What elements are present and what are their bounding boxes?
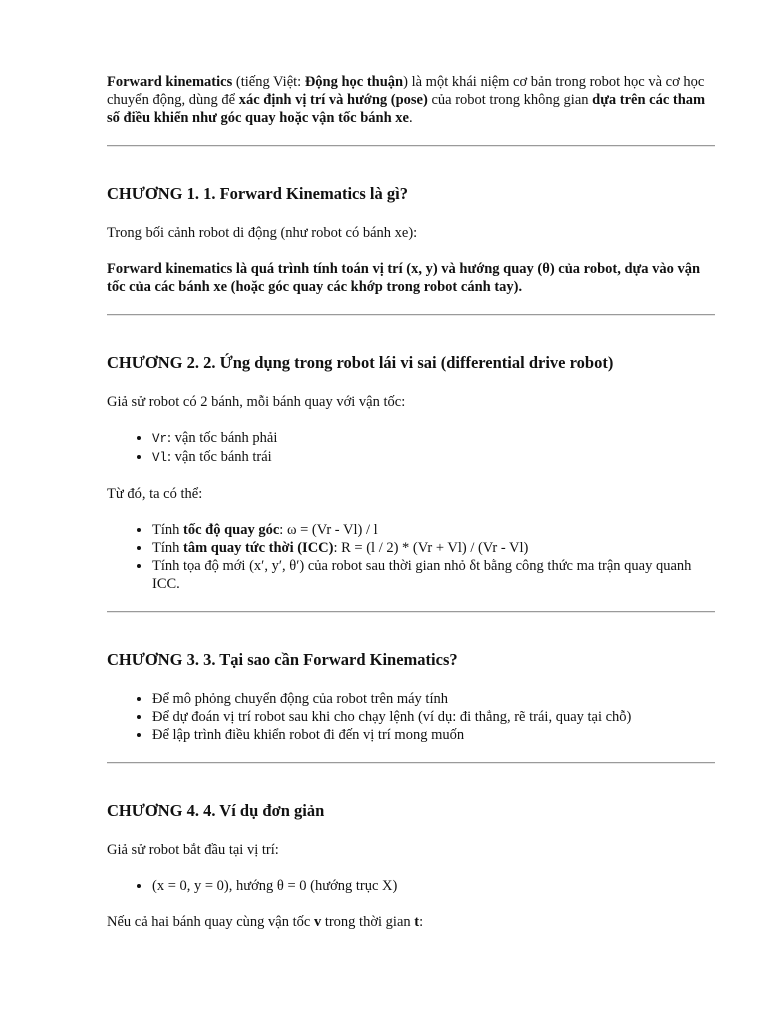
list-item-bold: tốc độ quay góc <box>183 522 280 538</box>
intro-text: ) là một khái niệm cơ bản trong robot học và cơ học chuyển động, dùng để <box>107 74 705 108</box>
section-2-heading: CHƯƠNG 2. 2. Ứng dụng trong robot lái vi sai (differential drive robot) <box>107 353 614 372</box>
reasons-list <box>107 690 715 744</box>
list-item <box>152 557 715 593</box>
section-3-heading: CHƯƠNG 3. 3. Tại sao cần Forward Kinematics? <box>107 650 458 669</box>
intro-paragraph <box>107 73 715 127</box>
intro-text: của robot trong không gian <box>427 92 593 108</box>
list-item-text: Tính tọa độ mới (x′, y′, θ′) của robot sau thời gian nhỏ δt bằng công thức ma trận quay quanh ICC. <box>152 558 692 592</box>
variable-v: v <box>313 914 322 930</box>
paragraph-text: Nếu cả hai bánh quay cùng vận tốc <box>107 914 314 930</box>
list-item-text: : vận tốc bánh trái <box>167 449 272 465</box>
code-text: Vl <box>152 451 168 465</box>
list-item: • Để lập trình điều khiển robot đi đến vị trí mong muốn <box>152 726 715 744</box>
list-item <box>152 539 715 557</box>
list-item <box>152 429 715 448</box>
list-item-bold: tâm quay tức thời (ICC) <box>183 540 334 556</box>
list-item: • Để mô phỏng chuyển động của robot trên máy tính <box>152 690 715 708</box>
list-item <box>152 521 715 539</box>
paragraph-text: trong thời gian <box>321 914 415 930</box>
intro-term: Forward kinematics <box>107 74 233 90</box>
section-2-paragraph: Từ đó, ta có thể: <box>107 486 203 502</box>
section-4-paragraph: Giả sử robot bắt đầu tại vị trí: <box>107 842 279 858</box>
variable-t: t <box>414 914 420 930</box>
intro-bold-text: dựa trên các tham số điều khiển như góc quay hoặc vận tốc bánh xe <box>107 92 706 126</box>
list-item-formula: : R = (l / 2) * (Vr + Vl) / (Vr - Vl) <box>333 540 529 556</box>
intro-text: . <box>409 110 413 126</box>
list-item: • Để dự đoán vị trí robot sau khi cho chạy lệnh (ví dụ: đi thẳng, rẽ trái, quay tại chỗ) <box>152 708 715 726</box>
divider <box>107 314 715 316</box>
code-text: Vr <box>152 432 168 446</box>
list-item-formula: : ω = (Vr - Vl) / l <box>279 522 378 538</box>
list-item-text: Tính <box>152 540 184 556</box>
intro-bold-text: xác định vị trí và hướng (pose) <box>238 92 428 108</box>
section-1-paragraph: Trong bối cảnh robot di động (như robot có bánh xe): <box>107 225 418 241</box>
section-4-paragraph <box>107 913 715 931</box>
section-1-heading: CHƯƠNG 1. 1. Forward Kinematics là gì? <box>107 184 408 203</box>
initial-state-list <box>107 877 715 895</box>
section-1-definition <box>107 260 715 296</box>
section-2-paragraph: Giả sử robot có 2 bánh, mỗi bánh quay với vận tốc: <box>107 394 406 410</box>
list-item: • (x = 0, y = 0), hướng θ = 0 (hướng trục X) <box>152 877 715 895</box>
list-item <box>152 448 715 467</box>
paragraph-text: : <box>419 914 424 930</box>
intro-vietnamese-term: Động học thuận <box>304 74 404 90</box>
intro-text: (tiếng Việt: <box>232 74 305 90</box>
divider <box>107 611 715 613</box>
list-item-text: : vận tốc bánh phải <box>167 430 278 446</box>
steps-list <box>107 521 715 593</box>
definition-bold-text: Forward kinematics là quá trình tính toán vị trí (x, y) và hướng quay (θ) của robot, dựa vào vận tốc của các bánh xe (hoặc góc quay các khớp trong robot cánh tay). <box>107 261 701 295</box>
section-4-heading: CHƯƠNG 4. 4. Ví dụ đơn giản <box>107 801 325 820</box>
divider <box>107 762 715 764</box>
list-item-text: Tính <box>152 522 184 538</box>
divider <box>107 145 715 147</box>
document-page <box>107 73 715 949</box>
velocity-list <box>107 429 715 467</box>
